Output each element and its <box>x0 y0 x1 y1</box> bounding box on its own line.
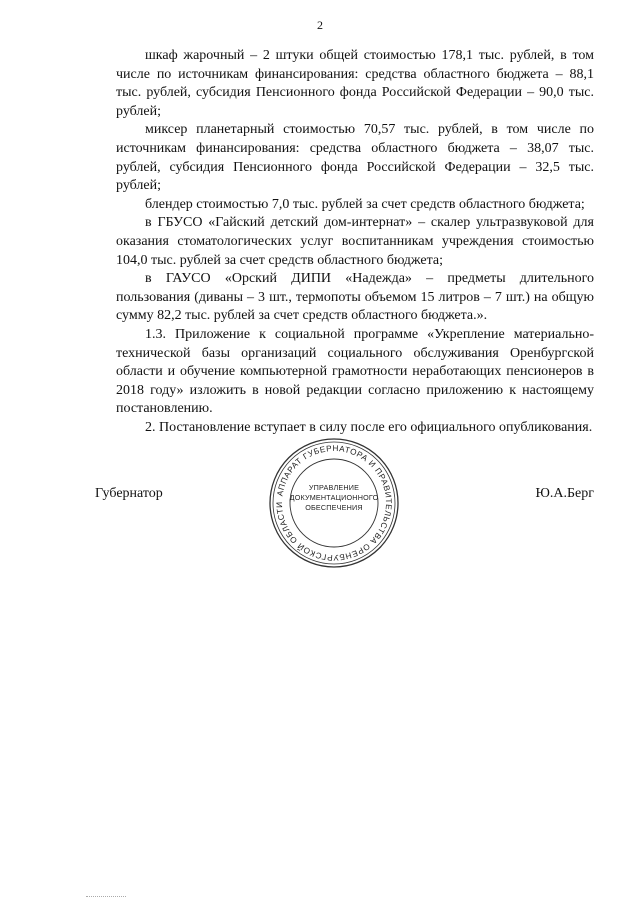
paragraph-appendix: 1.3. Приложение к социальной программе «Укрепление материально-технической базы организаций социального обслуживания Оренбургской области и обучение компьютерной грамотности неработающих пенсионеров в 2018 году» изложить в новой редакции согласно приложению к настоящему постановлению. <box>116 326 594 417</box>
page-number: 2 <box>317 18 323 32</box>
paragraph-oven: шкаф жарочный – 2 штуки общей стоимостью 178,1 тыс. рублей, в том числе по источникам финансирования: средства областного бюджета – 88,1 тыс. рублей, субсидия Пенсионного фонда Российской Федерации – 90,0 тыс. рублей; <box>116 48 594 119</box>
paragraph-gai-scaler: в ГБУСО «Гайский детский дом-интернат» – скалер ультразвуковой для оказания стоматологических услуг воспитанникам учреждения стоимостью 104,0 тыс. рублей за счет средств областного бюджета; <box>116 215 594 268</box>
document-body <box>116 47 594 437</box>
signatory-name: Ю.А.Берг <box>535 486 594 501</box>
paragraph-blender: блендер стоимостью 7,0 тыс. рублей за счет средств областного бюджета; <box>145 196 585 212</box>
stamp-line: ОБЕСПЕЧЕНИЯ <box>305 503 363 512</box>
stamp-line: ДОКУМЕНТАЦИОННОГО <box>289 493 379 502</box>
paragraph-orsk-items: в ГАУСО «Орский ДИПИ «Надежда» – предметы длительного пользования (диваны – 3 шт., термопоты объемом 15 литров – 7 шт.) на общую сумму 82,2 тыс. рублей за счет средств областного бюджета.». <box>116 271 594 324</box>
footer-mark <box>86 896 126 900</box>
signatory-title: Губернатор <box>95 486 163 501</box>
stamp-center-text <box>268 483 400 513</box>
paragraph-effective: 2. Постановление вступает в силу после его официального опубликования. <box>145 419 593 435</box>
paragraph-mixer: миксер планетарный стоимостью 70,57 тыс. рублей, в том числе по источникам финансирования: средства областного бюджета – 38,07 тыс. рублей, субсидия Пенсионного фонда Российской Федерации – 32,5 тыс. рублей; <box>116 122 594 194</box>
official-stamp <box>268 437 400 569</box>
stamp-line: УПРАВЛЕНИЕ <box>308 483 360 492</box>
stamp-ring-text: АППАРАТ ГУБЕРНАТОРА И ПРАВИТЕЛЬСТВА ОРЕНБУРГСКОЙ ОБЛАСТИ <box>274 443 394 563</box>
